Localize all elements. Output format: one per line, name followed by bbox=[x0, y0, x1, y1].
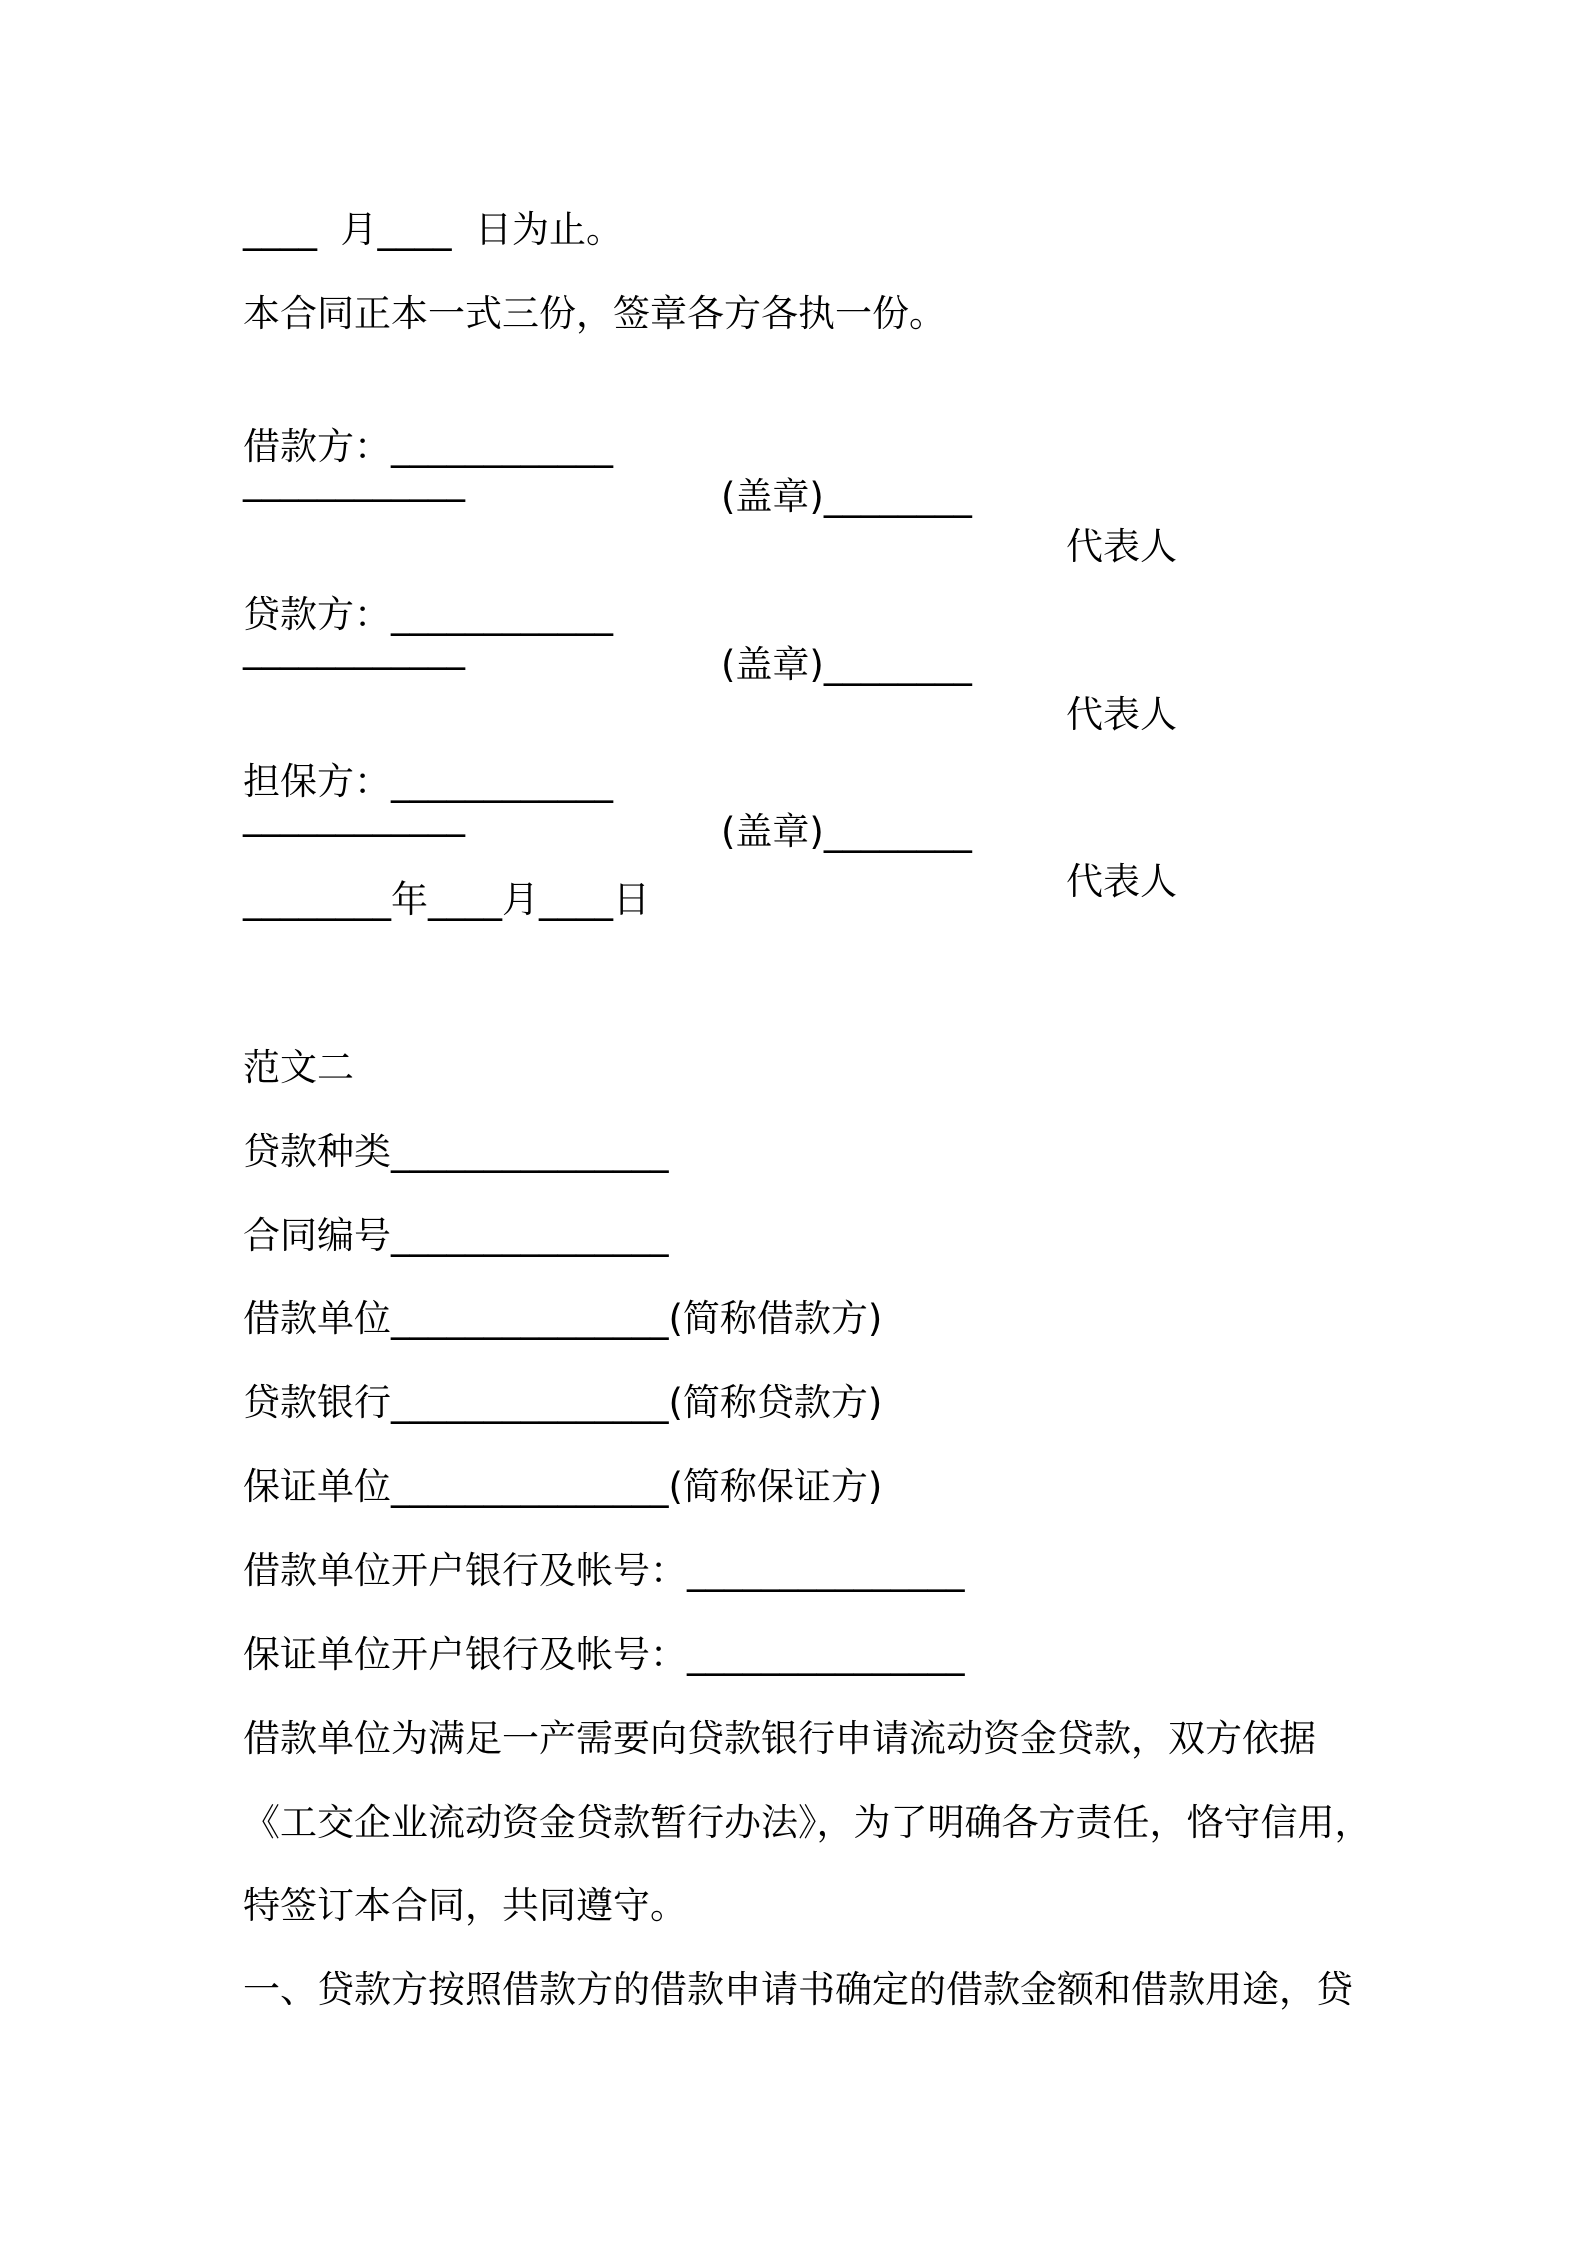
signature-row-borrower bbox=[243, 372, 1177, 568]
section-title: 范文二 bbox=[243, 1046, 354, 1089]
signature-row-lender bbox=[243, 540, 1177, 736]
text-line-copies: 本合同正本一式三份，签章各方各执一份。 bbox=[243, 292, 946, 335]
field-loan-type: 贷款种类_______________ bbox=[243, 1130, 669, 1173]
field-contract-number: 合同编号_______________ bbox=[243, 1214, 669, 1257]
body-line-3: 特签订本合同，共同遵守。 bbox=[243, 1884, 687, 1927]
field-borrower-account: 借款单位开户银行及帐号：_______________ bbox=[243, 1549, 965, 1592]
guarantor-representative-label: 代表人 bbox=[1066, 860, 1177, 903]
lender-representative-label: 代表人 bbox=[1066, 693, 1177, 736]
guarantor-seal-field: (盖章)________ bbox=[721, 810, 972, 853]
guarantor-party-field: 担保方：____________ bbox=[243, 760, 613, 803]
date-line: ________年____月____日 bbox=[243, 878, 650, 921]
field-guarantor-account: 保证单位开户银行及帐号：_______________ bbox=[243, 1633, 965, 1676]
borrower-party-field: 借款方：____________ bbox=[243, 425, 613, 468]
lender-seal-field: (盖章)________ bbox=[721, 643, 972, 686]
text-line-deadline: ____ 月____ 日为止。 bbox=[243, 208, 624, 251]
guarantor-representative-underline: ____________ bbox=[243, 794, 465, 837]
field-borrower-unit: 借款单位_______________(简称借款方) bbox=[243, 1297, 883, 1340]
borrower-seal-field: (盖章)________ bbox=[721, 475, 972, 518]
borrower-representative-underline: ____________ bbox=[243, 459, 465, 502]
lender-representative-underline: ____________ bbox=[243, 627, 465, 670]
field-lending-bank: 贷款银行_______________(简称贷款方) bbox=[243, 1381, 883, 1424]
lender-party-field: 贷款方：____________ bbox=[243, 593, 613, 636]
body-line-2: 《工交企业流动资金贷款暂行办法》，为了明确各方责任，恪守信用， bbox=[243, 1801, 1372, 1844]
body-line-4: 一、贷款方按照借款方的借款申请书确定的借款金额和借款用途，贷 bbox=[243, 1968, 1353, 2011]
field-guarantor-unit: 保证单位_______________(简称保证方) bbox=[243, 1465, 883, 1508]
borrower-representative-label: 代表人 bbox=[1066, 525, 1177, 568]
body-line-1: 借款单位为满足一产需要向贷款银行申请流动资金贷款，双方依据 bbox=[243, 1717, 1316, 1760]
